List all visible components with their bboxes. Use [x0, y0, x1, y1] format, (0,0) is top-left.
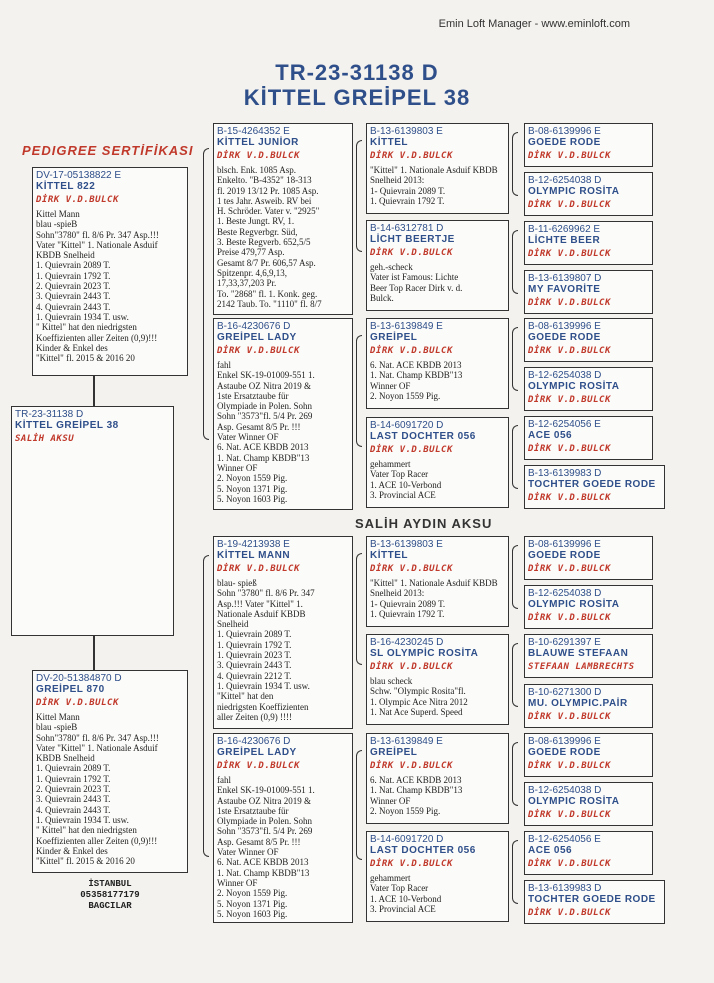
- bracket: [512, 327, 518, 391]
- breeder-name: DİRK V.D.BULCK: [528, 298, 611, 308]
- ring-number: B-08-6139996 E: [528, 126, 601, 137]
- bracket: [512, 545, 518, 609]
- subject-card: [11, 406, 174, 636]
- breeder-name: DİRK V.D.BULCK: [217, 151, 300, 161]
- bracket: [512, 840, 518, 904]
- breeder-name: DİRK V.D.BULCK: [528, 395, 611, 405]
- breeder-name: DİRK V.D.BULCK: [528, 564, 611, 574]
- breeder-name: STEFAAN LAMBRECHTS: [528, 662, 635, 672]
- father-card: [32, 167, 188, 376]
- pigeon-name: GOEDE RODE: [528, 747, 601, 758]
- breeder-name: DİRK V.D.BULCK: [528, 249, 611, 259]
- breeder-name: DİRK V.D.BULCK: [528, 346, 611, 356]
- ancestor-card: [524, 684, 653, 728]
- ring-number: B-19-4213938 E: [217, 539, 290, 550]
- pigeon-notes: fahl Enkel SK-19-01009-551 1. Astaube OZ Nitra 2019 & 1ste Ersatztaube für Olympiade in Polen. Sohn Sohn "3573"fl. 5/4 Pr. 269 Asp. Gesamt 8/5 Pr. !!! Vater Winner OF 6. Nat. ACE KBDB 2013 1. Nat. Champ KBDB"13 Winner OF 2. Noyon 1559 Pig. 5. Noyon 1371 Pig. 5. Noyon 1603 Pig.: [217, 360, 315, 504]
- pigeon-name: ACE 056: [528, 845, 573, 856]
- ring-number: DV-20-51384870 D: [36, 673, 122, 684]
- pigeon-name: MY FAVORİTE: [528, 284, 601, 295]
- grandparent-card: [213, 536, 353, 729]
- pigeon-name: OLYMPIC ROSİTA: [528, 599, 620, 610]
- ring-number: B-08-6139996 E: [528, 539, 601, 550]
- pigeon-name: KİTTEL: [370, 550, 408, 561]
- ancestor-card: [524, 733, 653, 777]
- pigeon-notes: 6. Nat. ACE KBDB 2013 1. Nat. Champ KBDB"13 Winner OF 2. Noyon 1559 Pig.: [370, 360, 463, 401]
- breeder-name: DİRK V.D.BULCK: [528, 810, 611, 820]
- pigeon-name: GREİPEL LADY: [217, 332, 297, 343]
- pigeon-name: TOCHTER GOEDE RODE: [528, 894, 656, 905]
- pigeon-name: KİTTEL GREİPEL 38: [15, 420, 119, 431]
- pigeon-name: SL OLYMPİC ROSİTA: [370, 648, 479, 659]
- ancestor-card: [524, 782, 653, 826]
- ancestor-card: [524, 123, 653, 167]
- pigeon-name: GREİPEL 870: [36, 684, 105, 695]
- pigeon-name: TOCHTER GOEDE RODE: [528, 479, 656, 490]
- breeder-name: DİRK V.D.BULCK: [370, 761, 453, 771]
- bracket: [512, 643, 518, 707]
- bracket: [512, 132, 518, 196]
- pigeon-name: OLYMPIC ROSİTA: [528, 186, 620, 197]
- ring-number: B-13-6139803 E: [370, 126, 443, 137]
- breeder-name: DİRK V.D.BULCK: [370, 151, 453, 161]
- pigeon-name: KİTTEL: [370, 137, 408, 148]
- ring-number: B-13-6139803 E: [370, 539, 443, 550]
- bracket: [203, 555, 209, 857]
- breeder-name: DİRK V.D.BULCK: [370, 662, 453, 672]
- ring-number: DV-17-05138822 E: [36, 170, 122, 181]
- breeder-name: DİRK V.D.BULCK: [528, 493, 611, 503]
- ring-number: B-15-4264352 E: [217, 126, 290, 137]
- pigeon-name: LAST DOCHTER 056: [370, 431, 476, 442]
- bracket: [356, 335, 362, 447]
- owner-address: [60, 879, 160, 912]
- pigeon-notes: geh.-scheck Vater ist Famous: Lichte Beer Top Racer Dirk v. d. Bulck.: [370, 262, 463, 303]
- ring-number: B-13-6139849 E: [370, 736, 443, 747]
- ring-number: B-13-6139849 E: [370, 321, 443, 332]
- pigeon-notes: fahl Enkel SK-19-01009-551 1. Astaube OZ Nitra 2019 & 1ste Ersatztaube für Olympiade in Polen. Sohn Sohn "3573"fl. 5/4 Pr. 269 Asp. Gesamt 8/5 Pr. !!! Vater Winner OF 6. Nat. ACE KBDB 2013 1. Nat. Champ KBDB"13 Winner OF 2. Noyon 1559 Pig. 5. Noyon 1371 Pig. 5. Noyon 1603 Pig.: [217, 775, 315, 919]
- pigeon-notes: "Kittel" 1. Nationale Asduif KBDB Snelheid 2013: 1- Quievrain 2089 T. 1. Quievrain 1792 T.: [370, 165, 498, 206]
- bracket: [512, 742, 518, 806]
- pigeon-name: OLYMPIC ROSİTA: [528, 381, 620, 392]
- ancestor-card: [524, 318, 653, 362]
- pigeon-name: LİCHT BEERTJE: [370, 234, 455, 245]
- ring-number: B-13-6139807 D: [528, 273, 602, 284]
- breeder-name: DİRK V.D.BULCK: [370, 346, 453, 356]
- breeder-name: DİRK V.D.BULCK: [528, 712, 611, 722]
- pigeon-name: GOEDE RODE: [528, 550, 601, 561]
- pigeon-name: BLAUWE STEFAAN: [528, 648, 629, 659]
- pigeon-name: LİCHTE BEER: [528, 235, 601, 246]
- breeder-name: DİRK V.D.BULCK: [370, 248, 453, 258]
- bracket: [356, 750, 362, 860]
- bracket: [356, 553, 362, 665]
- ring-number: TR-23-31138 D: [15, 409, 84, 420]
- ring-number: B-14-6312781 D: [370, 223, 444, 234]
- great-grandparent-card: [366, 220, 509, 311]
- pigeon-name: OLYMPIC ROSİTA: [528, 796, 620, 807]
- ancestor-card: [524, 880, 665, 924]
- ring-number: B-16-4230676 D: [217, 321, 291, 332]
- breeder-name: DİRK V.D.BULCK: [528, 761, 611, 771]
- ancestor-card: [524, 270, 653, 314]
- site-header: Emin Loft Manager - www.eminloft.com: [438, 18, 630, 30]
- pigeon-notes: Kittel Mann blau -spieB Sohn"3780" fl. 8/6 Pr. 347 Asp.!!! Vater "Kittel" 1. Nationale Asduif KBDB Snelheid 1. Quievrain 2089 T. 1. Quievrain 1792 T. 2. Quievrain 2023 T. 3. Quievrain 2443 T. 4. Quievrain 2443 T. 1. Quievrain 1934 T. usw. " Kittel" hat den niedrigsten Koeffizienten aller Zeiten (0,9)!!! Kinder & Enkel des "Kittel" fl. 2015 & 2016 20: [36, 209, 159, 364]
- ancestor-card: [524, 536, 653, 580]
- pigeon-notes: blau scheck Schw. "Olympic Rosita"fl. 1. Olympic Ace Nitra 2012 1. Nat Ace Superd. Speed: [370, 676, 468, 717]
- great-grandparent-card: [366, 634, 509, 725]
- pigeon-name: GREİPEL: [370, 332, 418, 343]
- ring-number: B-10-6291397 E: [528, 637, 601, 648]
- breeder-name: DİRK V.D.BULCK: [528, 444, 611, 454]
- ring-number: B-12-6254056 E: [528, 834, 601, 845]
- pigeon-name: GREİPEL LADY: [217, 747, 297, 758]
- pigeon-name: KİTTEL JUNİOR: [217, 137, 299, 148]
- ancestor-card: [524, 416, 653, 460]
- pigeon-name: GOEDE RODE: [528, 137, 601, 148]
- connector-line: [93, 376, 95, 406]
- breeder-name: DİRK V.D.BULCK: [528, 859, 611, 869]
- ancestor-card: [524, 465, 665, 509]
- ring-number: B-12-6254038 D: [528, 588, 602, 599]
- bracket: [203, 148, 209, 440]
- pigeon-notes: 6. Nat. ACE KBDB 2013 1. Nat. Champ KBDB"13 Winner OF 2. Noyon 1559 Pig.: [370, 775, 463, 816]
- grandparent-card: [213, 123, 353, 315]
- ring-number: B-13-6139983 D: [528, 468, 602, 479]
- breeder-name: DİRK V.D.BULCK: [36, 698, 119, 708]
- ring-number: B-16-4230676 D: [217, 736, 291, 747]
- bracket: [512, 230, 518, 294]
- pedigree-ring-title: TR-23-31138 D: [275, 60, 439, 85]
- ring-number: B-12-6254038 D: [528, 175, 602, 186]
- owner-name: SALİH AYDIN AKSU: [355, 516, 493, 531]
- certificate-label: PEDIGREE SERTİFİKASI: [22, 143, 194, 158]
- district: BAGCILAR: [88, 901, 132, 911]
- ring-number: B-12-6254038 D: [528, 785, 602, 796]
- great-grandparent-card: [366, 733, 509, 824]
- pigeon-name: GREİPEL: [370, 747, 418, 758]
- pigeon-notes: blau- spieß Sohn "3780" fl. 8/6 Pr. 347 Asp.!!! Vater "Kittel" 1. Nationale Asduif KBDB Snelheid 1. Quievrain 2089 T. 1. Quievrain 1792 T. 1. Quievrain 2023 T. 3. Quievrain 2443 T. 4. Quievrain 2212 T. 1. Quievrain 1934 T. usw. "Kittel" hat den niedrigsten Koeffizienten aller Zeiten (0,9) !!!!: [217, 578, 315, 722]
- ring-number: B-11-6269962 E: [528, 224, 601, 235]
- pigeon-name: LAST DOCHTER 056: [370, 845, 476, 856]
- breeder-name: DİRK V.D.BULCK: [370, 564, 453, 574]
- ring-number: B-08-6139996 E: [528, 736, 601, 747]
- grandparent-card: [213, 733, 353, 923]
- ancestor-card: [524, 831, 653, 875]
- ancestor-card: [524, 634, 653, 678]
- great-grandparent-card: [366, 123, 509, 214]
- ancestor-card: [524, 172, 653, 216]
- pigeon-notes: "Kittel" 1. Nationale Asduif KBDB Snelheid 2013: 1- Quievrain 2089 T. 1. Quievrain 1792 T.: [370, 578, 498, 619]
- pigeon-name: KİTTEL MANN: [217, 550, 291, 561]
- pigeon-name: ACE 056: [528, 430, 573, 441]
- breeder-name: DİRK V.D.BULCK: [370, 445, 453, 455]
- ring-number: B-10-6271300 D: [528, 687, 602, 698]
- ring-number: B-13-6139983 D: [528, 883, 602, 894]
- breeder-name: DİRK V.D.BULCK: [217, 761, 300, 771]
- ring-number: B-16-4230245 D: [370, 637, 444, 648]
- pigeon-notes: blsch. Enk. 1085 Asp. Enkelto. "B-4352" 18-313 fl. 2019 13/12 Pr. 1085 Asp. 1 tes Jahr. Asweib. RV bei H. Schröder. Vater v. "2925" 1. Beste Jungt. RV, 1. Beste Regverbgr. Süd, 3. Beste Regverb. 652,5/5 Preise 479,77 Asp. Gesamt 8/7 Pr. 606,57 Asp. Spitzenpr. 4,6,9,13, 17,33,37,203 Pr. To. "2868" fl. 1. Konk. geg. 2142 Taub. To. "1110" fl. 8/7: [217, 165, 322, 309]
- breeder-name: DİRK V.D.BULCK: [528, 200, 611, 210]
- pigeon-name: KİTTEL 822: [36, 181, 96, 192]
- breeder-name: DİRK V.D.BULCK: [36, 195, 119, 205]
- pigeon-notes: Kittel Mann blau -spieB Sohn"3780" fl. 8/6 Pr. 347 Asp.!!! Vater "Kittel" 1. Nationale Asduif KBDB Snelheid 1. Quievrain 2089 T. 1. Quievrain 1792 T. 2. Quievrain 2023 T. 3. Quievrain 2443 T. 4. Quievrain 2443 T. 1. Quievrain 1934 T. usw. " Kittel" hat den niedrigsten Koeffizienten aller Zeiten (0,9)!!! Kinder & Enkel des "Kittel" fl. 2015 & 2016 20: [36, 712, 159, 867]
- ring-number: B-12-6254056 E: [528, 419, 601, 430]
- breeder-name: DİRK V.D.BULCK: [528, 908, 611, 918]
- great-grandparent-card: [366, 318, 509, 409]
- grandparent-card: [213, 318, 353, 510]
- breeder-name: DİRK V.D.BULCK: [217, 346, 300, 356]
- city: İSTANBUL: [88, 879, 132, 889]
- connector-line: [93, 636, 95, 670]
- pigeon-name: MU. OLYMPIC.PAİR: [528, 698, 628, 709]
- pigeon-notes: gehammert Vater Top Racer 1. ACE 10-Verbond 3. Provincial ACE: [370, 459, 442, 500]
- pedigree-name-title: KİTTEL GREİPEL 38: [243, 85, 471, 110]
- breeder-name: DİRK V.D.BULCK: [370, 859, 453, 869]
- bracket: [356, 140, 362, 252]
- pigeon-name: GOEDE RODE: [528, 332, 601, 343]
- ring-number: B-14-6091720 D: [370, 420, 444, 431]
- pigeon-notes: gehammert Vater Top Racer 1. ACE 10-Verbond 3. Provincial ACE: [370, 873, 442, 914]
- great-grandparent-card: [366, 417, 509, 508]
- ring-number: B-08-6139996 E: [528, 321, 601, 332]
- breeder-name: DİRK V.D.BULCK: [528, 151, 611, 161]
- great-grandparent-card: [366, 536, 509, 627]
- breeder-name: SALİH AKSU: [15, 434, 75, 444]
- mother-card: [32, 670, 188, 873]
- breeder-name: DİRK V.D.BULCK: [217, 564, 300, 574]
- ancestor-card: [524, 221, 653, 265]
- great-grandparent-card: [366, 831, 509, 922]
- ring-number: B-12-6254038 D: [528, 370, 602, 381]
- ancestor-card: [524, 367, 653, 411]
- ancestor-card: [524, 585, 653, 629]
- breeder-name: DİRK V.D.BULCK: [528, 613, 611, 623]
- phone: 05358177179: [80, 890, 140, 900]
- ring-number: B-14-6091720 D: [370, 834, 444, 845]
- bracket: [512, 425, 518, 489]
